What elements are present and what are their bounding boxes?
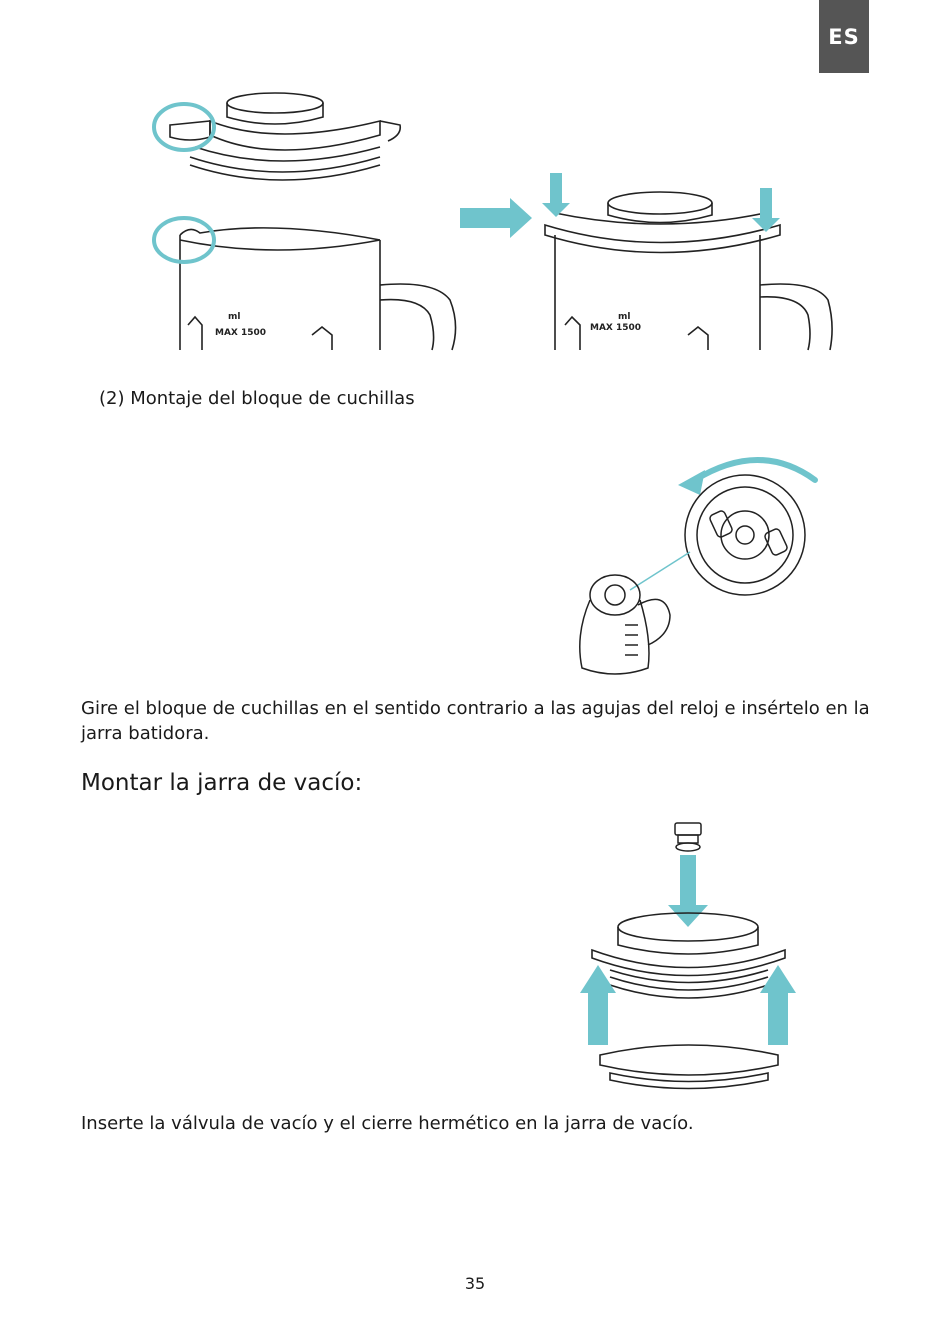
jar-right-unit-label: ml (618, 312, 631, 322)
blade-instruction-text: Gire el bloque de cuchillas en el sentido contrario a las agujas del reloj e insértelo en la jarra batidora. (81, 698, 870, 744)
vacuum-jar-heading: Montar la jarra de vacío: (81, 770, 363, 796)
lid-assembly-figure (140, 85, 860, 355)
vacuum-lid-figure (580, 815, 810, 1095)
vacuum-instruction-text: Inserte la válvula de vacío y el cierre hermético en la jarra de vacío. (81, 1113, 694, 1134)
jar-left-max-label: MAX 1500 (215, 328, 267, 338)
jar-left-unit-label: ml (228, 312, 241, 322)
blade-assembly-subheading: (2) Montaje del bloque de cuchillas (99, 388, 415, 409)
jar-right-max-label: MAX 1500 (590, 323, 642, 333)
blade-block-figure (570, 440, 830, 680)
language-tab: ES (819, 0, 869, 73)
page-number: 35 (464, 1274, 486, 1293)
